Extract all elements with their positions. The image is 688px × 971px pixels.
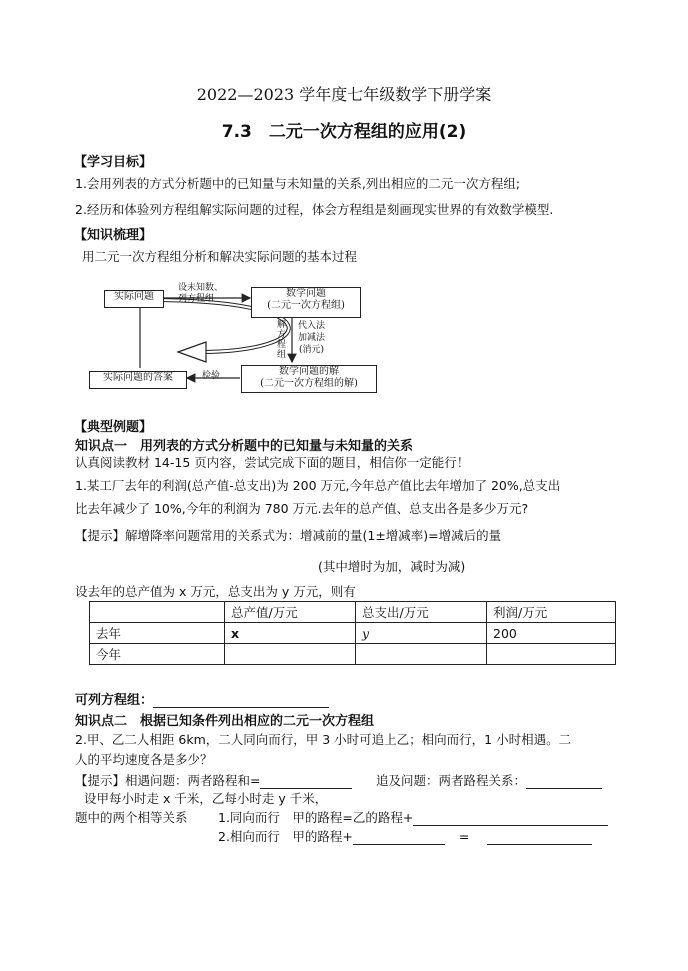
table-cell[interactable] xyxy=(487,644,616,665)
table-cell: x xyxy=(225,623,356,644)
table-row xyxy=(90,623,616,644)
relation-2-row xyxy=(218,827,592,845)
table-cell[interactable] xyxy=(356,644,487,665)
equation-blank[interactable] xyxy=(153,693,329,708)
label-setup: 设未知数、 列方程组 xyxy=(178,283,224,304)
table-setup: 设去年的总产值为 x 万元，总支出为 y 万元，则有 xyxy=(75,584,356,599)
point1-instruction: 认真阅读教材 14-15 页内容，尝试完成下面的题目，相信你一定能行！ xyxy=(75,455,470,470)
relations-label: 题中的两个相等关系 xyxy=(75,810,188,825)
hint-rate-note: (其中增时为加，减时为减) xyxy=(318,559,466,574)
relation-2-blank-b[interactable] xyxy=(487,830,592,845)
table-cell: 去年 xyxy=(90,623,225,644)
table-header-cell: 总产值/万元 xyxy=(225,602,356,623)
label-methods: 代入法 加减法 (消元) xyxy=(298,321,326,355)
table-header-row xyxy=(90,602,616,623)
data-table xyxy=(89,601,616,665)
box-real-problem: 实际问题 xyxy=(104,290,164,308)
relation-2: 2.相向而行 甲的路程+ xyxy=(218,829,353,844)
table-cell: y xyxy=(356,623,487,644)
table-header-cell: 利润/万元 xyxy=(487,602,616,623)
hint-chase: 追及问题：两者路程关系： xyxy=(376,773,527,788)
table-cell: 今年 xyxy=(90,644,225,665)
relation-2-blank-a[interactable] xyxy=(353,830,445,845)
label-check: 检验 xyxy=(202,371,221,381)
problem1-line2: 比去年减少了 10%,今年的利润为 780 万元.去年的总产值、总支出各是多少万元? xyxy=(75,501,529,516)
curved-arrow-head xyxy=(178,342,206,362)
problem2-line1: 2.甲、乙二人相距 6km，二人同向而行，甲 3 小时可追上乙；相向而行，1 小时相遇。二 xyxy=(75,732,572,747)
problem2-line2: 人的平均速度各是多少？ xyxy=(75,752,213,767)
objective-item-1: 1.会用列表的方式分析题中的已知量与未知量的关系,列出相应的二元一次方程组; xyxy=(75,176,521,191)
review-heading: 【知识梳理】 xyxy=(74,228,153,243)
point2-setup: 设甲每小时走 x 千米，乙每小时走 y 千米， xyxy=(84,791,328,806)
meet-blank[interactable] xyxy=(260,774,352,789)
page-title: 2022—2023 学年度七年级数学下册学案 xyxy=(196,85,492,104)
review-intro: 用二元一次方程组分析和解决实际问题的基本过程 xyxy=(82,249,358,264)
label-solve: 解 方 程 组 xyxy=(277,320,287,360)
objective-item-2: 2.经历和体验列方程组解实际问题的过程，体会方程组是刻画现实世界的有效数学模型. xyxy=(75,202,554,217)
table-row xyxy=(90,644,616,665)
problem1-line1: 1.某工厂去年的利润(总产值-总支出)为 200 万元,今年总产值比去年增加了 20%,总支出 xyxy=(75,478,561,493)
objectives-heading: 【学习目标】 xyxy=(74,155,153,170)
equation-label: 可列方程组： xyxy=(75,693,154,708)
hint-meet: 【提示】相遇问题：两者路程和= xyxy=(75,773,261,788)
relation-1-row xyxy=(218,808,608,826)
lesson-subtitle: 7.3 二元一次方程组的应用(2) xyxy=(221,122,467,142)
hint-meet-row xyxy=(75,771,352,789)
box-real-answer: 实际问题的答案 xyxy=(89,371,187,389)
hint-chase-row xyxy=(376,771,602,789)
examples-heading: 【典型例题】 xyxy=(74,420,153,435)
equation-line-row xyxy=(75,689,329,708)
point1-title: 知识点一 用列表的方式分析题中的已知量与未知量的关系 xyxy=(75,439,414,454)
chase-blank[interactable] xyxy=(526,774,602,789)
point2-title: 知识点二 根据已知条件列出相应的二元一次方程组 xyxy=(75,714,375,729)
equals-sign: = xyxy=(458,829,470,844)
table-cell[interactable] xyxy=(225,644,356,665)
relation-1: 1.同向而行 甲的路程=乙的路程+ xyxy=(218,810,414,825)
box-math-solution: 数学问题的解 (二元一次方程组的解) xyxy=(241,365,377,393)
table-header-cell: 总支出/万元 xyxy=(356,602,487,623)
table-cell: 200 xyxy=(487,623,616,644)
table-header-cell xyxy=(90,602,225,623)
hint-rate: 【提示】解增降率问题常用的关系式为：增减前的量(1±增减率)=增减后的量 xyxy=(75,528,502,543)
box-math-problem: 数学问题 (二元一次方程组) xyxy=(251,287,361,318)
relation-1-blank[interactable] xyxy=(413,811,608,826)
